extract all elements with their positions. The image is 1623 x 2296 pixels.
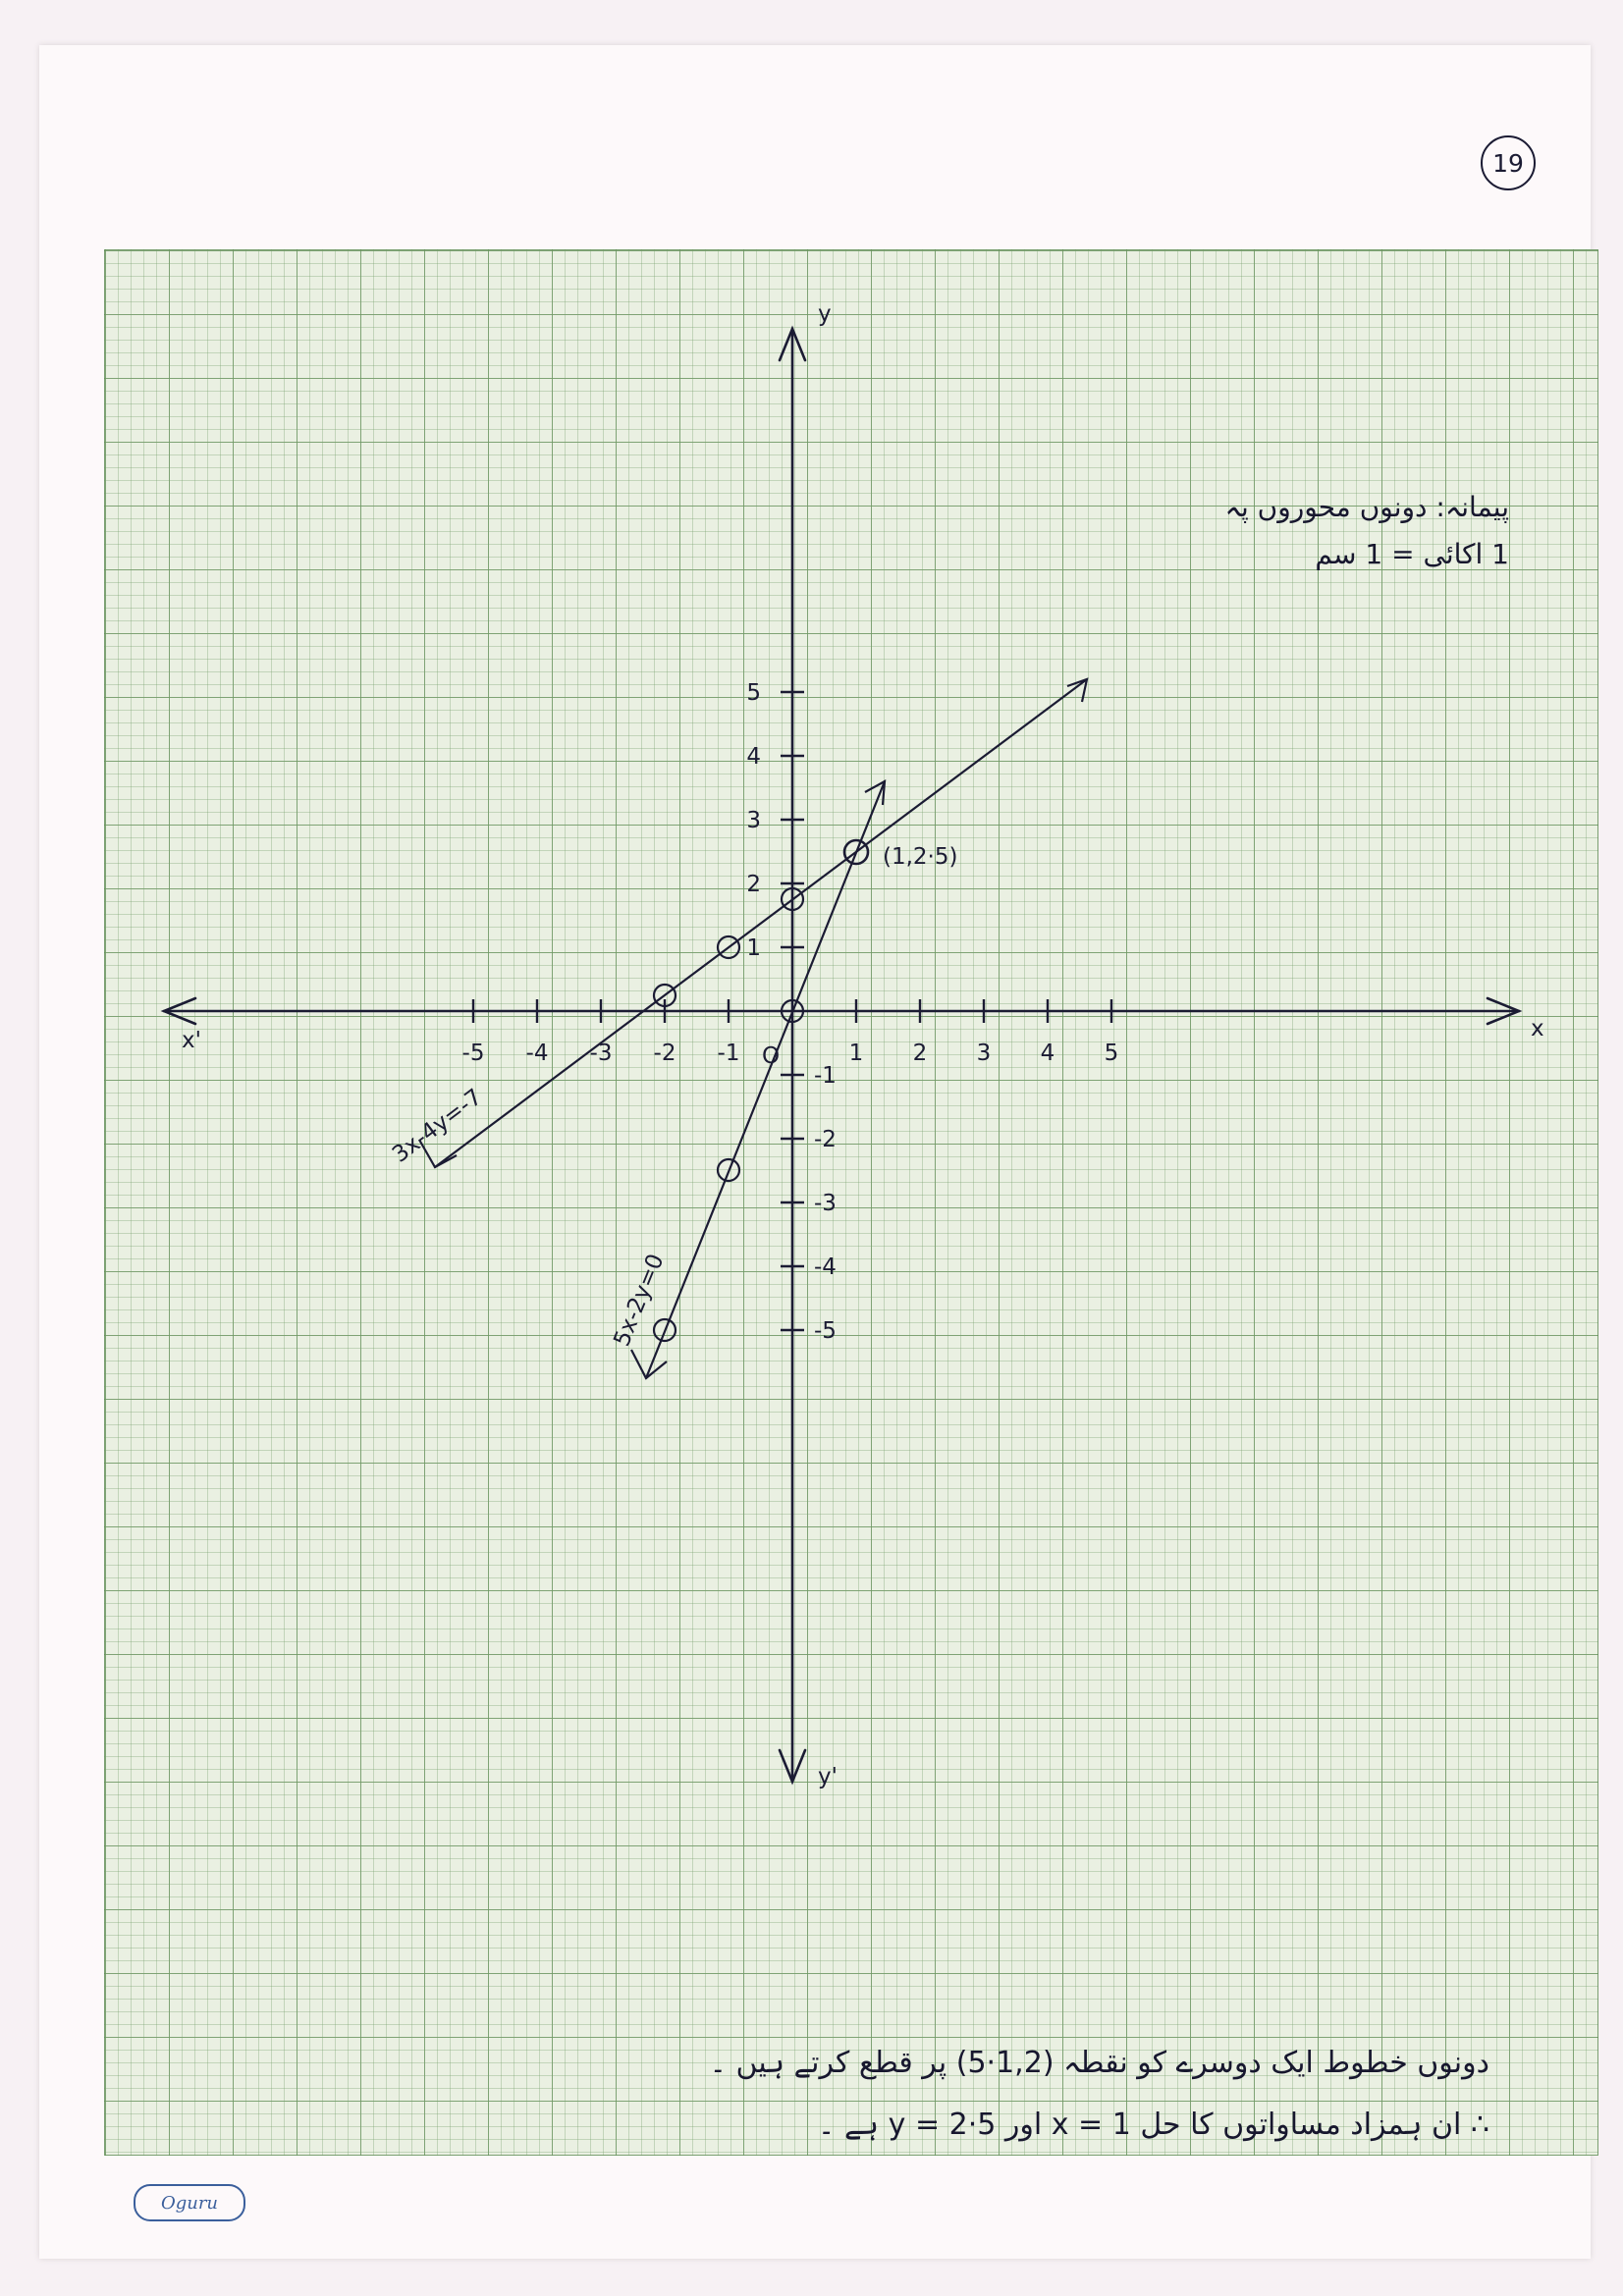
paper-sheet — [39, 45, 1591, 2259]
xtick-label-minus2: -2 — [653, 1041, 676, 1066]
xtick-label-4: 4 — [1040, 1041, 1055, 1066]
ytick-label-4: 4 — [746, 744, 761, 770]
ytick-label-minus4: -4 — [814, 1255, 837, 1280]
conclusion-text — [223, 2032, 1489, 2156]
ytick-label-minus5: -5 — [814, 1318, 837, 1344]
line-label-3x-4y: 3x-4y=-7 — [387, 1084, 488, 1168]
ytick-label-minus3: -3 — [814, 1191, 837, 1216]
conclusion-line2: ∴ ان ہمزاد مساواتوں کا حل x = 1 اور y = 2·5 ہے ۔ — [817, 2108, 1489, 2142]
line-label-5x-2y: 5x-2y=0 — [609, 1250, 670, 1351]
ytick-label-5: 5 — [746, 680, 761, 706]
intersection-point-label: (1,2·5) — [883, 844, 958, 870]
xtick-label-2: 2 — [912, 1041, 928, 1066]
x-axis-name: x — [1531, 1016, 1544, 1041]
y-axis-negative-name: y' — [818, 1764, 838, 1789]
xtick-label-minus1: -1 — [717, 1041, 740, 1066]
xtick-label-3: 3 — [976, 1041, 992, 1066]
xtick-label-minus4: -4 — [525, 1041, 549, 1066]
xtick-label-1: 1 — [848, 1041, 864, 1066]
x-axis-negative-name: x' — [182, 1028, 201, 1053]
page-number-badge: 19 — [1481, 135, 1536, 190]
footer-stamp: Oguru — [134, 2184, 245, 2221]
graph-paper-grid — [104, 249, 1598, 2156]
y-axis-name: y — [818, 301, 832, 327]
ytick-label-minus2: -2 — [814, 1127, 837, 1152]
conclusion-line1: دونوں خطوط ایک دوسرے کو نقطہ (1,2·5) پر قطع کرتے ہیں ۔ — [709, 2046, 1489, 2080]
xtick-label-minus5: -5 — [461, 1041, 485, 1066]
ytick-label-minus1: -1 — [814, 1063, 837, 1089]
scale-note-line1: پیمانہ: دونوں محوروں پہ — [1224, 491, 1509, 523]
ytick-label-1: 1 — [746, 935, 761, 961]
scale-note-line2: 1 اکائی = 1 سم — [1315, 537, 1509, 570]
xtick-label-minus3: -3 — [589, 1041, 613, 1066]
scale-note — [959, 484, 1509, 577]
line-3x-4y-eq-minus7 — [435, 679, 1087, 1167]
ytick-label-2: 2 — [746, 872, 761, 897]
ytick-label-3: 3 — [746, 808, 761, 833]
origin-label: O — [761, 1043, 781, 1069]
xtick-label-5: 5 — [1104, 1041, 1119, 1066]
